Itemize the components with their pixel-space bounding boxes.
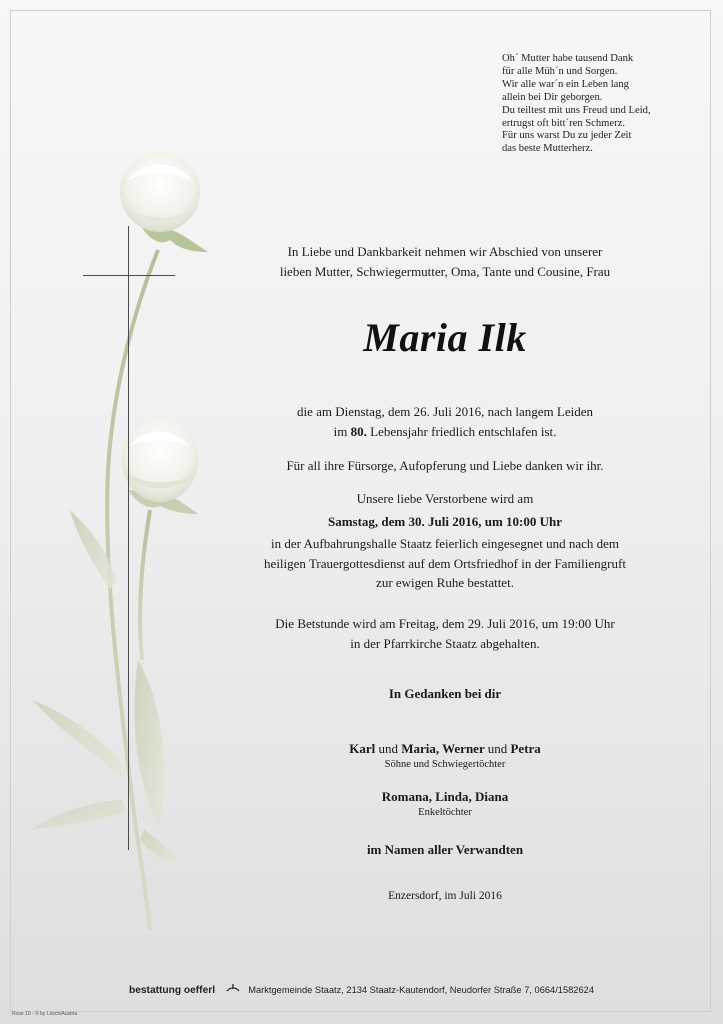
- poem-line: Du teiltest mit uns Freud und Leid,: [502, 104, 651, 116]
- poem-line: allein bei Dir geborgen.: [502, 91, 603, 103]
- poem-line: Oh´ Mutter habe tausend Dank: [502, 53, 634, 64]
- intro-line: In Liebe und Dankbarkeit nehmen wir Abschied von unserer: [287, 244, 603, 259]
- deceased-name: Maria Ilk: [363, 315, 527, 360]
- cross-horizontal-line: [83, 275, 175, 276]
- death-age-prefix: im: [333, 423, 348, 439]
- death-line: die am Dienstag, dem 26. Juli 2016, nach langem Leiden: [296, 404, 594, 419]
- in-thoughts-text: In Gedanken bei dir: [388, 686, 502, 701]
- death-line-age: [200, 422, 690, 442]
- footer: [0, 983, 723, 996]
- mourner-name: Maria,: [401, 741, 440, 756]
- conjunction: und: [378, 741, 398, 756]
- image-credit: Rose 10 - © by Lösch/Austria: [12, 1011, 78, 1017]
- poem-line: Wir alle war´n ein Leben lang: [502, 78, 629, 90]
- poem-line: Für uns warst Du zu jeder Zeit: [502, 130, 632, 142]
- intro-line: lieben Mutter, Schwiegermutter, Oma, Tante und Cousine, Frau: [279, 263, 611, 279]
- prayer-details: [200, 614, 690, 653]
- death-notice: [200, 402, 690, 441]
- poem-line: ertrugst oft bitt´ren Schmerz.: [502, 117, 625, 129]
- mourner-name: Karl: [349, 741, 376, 756]
- grandchildren-relation: Enkeltöchter: [418, 807, 472, 818]
- relatives-text: im Namen aller Verwandten: [366, 842, 524, 857]
- sons-names: [200, 740, 690, 758]
- cross-vertical-line: [128, 226, 129, 850]
- funeral-line: zur ewigen Ruhe bestattet.: [376, 575, 514, 590]
- poem-line: das beste Mutterherz.: [502, 143, 593, 155]
- prayer-line: Die Betstunde wird am Freitag, dem 29. Juli 2016, um 19:00 Uhr: [275, 616, 615, 631]
- mourner-name: Petra: [510, 741, 541, 756]
- death-age: 80.: [350, 423, 367, 439]
- funeral-home-address: Marktgemeinde Staatz, 2134 Staatz-Kautendorf, Neudorfer Straße 7, 0664/1582624: [248, 985, 594, 995]
- grandchildren-names: Romana, Linda, Diana: [381, 789, 509, 804]
- place-date: Enzersdorf, im Juli 2016: [388, 890, 502, 902]
- bestattung-logo-icon: [226, 983, 240, 995]
- funeral-intro: Unsere liebe Verstorbene wird am: [356, 491, 534, 506]
- prayer-line: in der Pfarrkirche Staatz abgehalten.: [350, 635, 540, 651]
- conjunction: und: [487, 741, 508, 756]
- intro-text: [200, 242, 690, 281]
- funeral-details: [200, 489, 690, 593]
- death-age-suffix: Lebensjahr friedlich entschlafen ist.: [370, 423, 557, 439]
- poem: [502, 53, 712, 156]
- sons-relation: Söhne und Schwiegertöchter: [384, 759, 506, 770]
- thanks-text: Für all ihre Fürsorge, Aufopferung und Liebe danken wir ihr.: [286, 458, 604, 473]
- funeral-line: heiligen Trauergottesdienst auf dem Ortsfriedhof in der Familiengruft: [264, 555, 626, 571]
- white-rose-decoration: [20, 140, 220, 940]
- funeral-line: in der Aufbahrungshalle Staatz feierlich eingesegnet und nach dem: [271, 536, 619, 551]
- mourners: [200, 740, 690, 836]
- funeral-date: Samstag, dem 30. Juli 2016, um 10:00 Uhr: [327, 513, 562, 529]
- mourner-name: Werner: [442, 741, 485, 756]
- funeral-home-name: bestattung oefferl: [129, 985, 216, 996]
- poem-line: für alle Müh´n und Sorgen.: [502, 65, 618, 77]
